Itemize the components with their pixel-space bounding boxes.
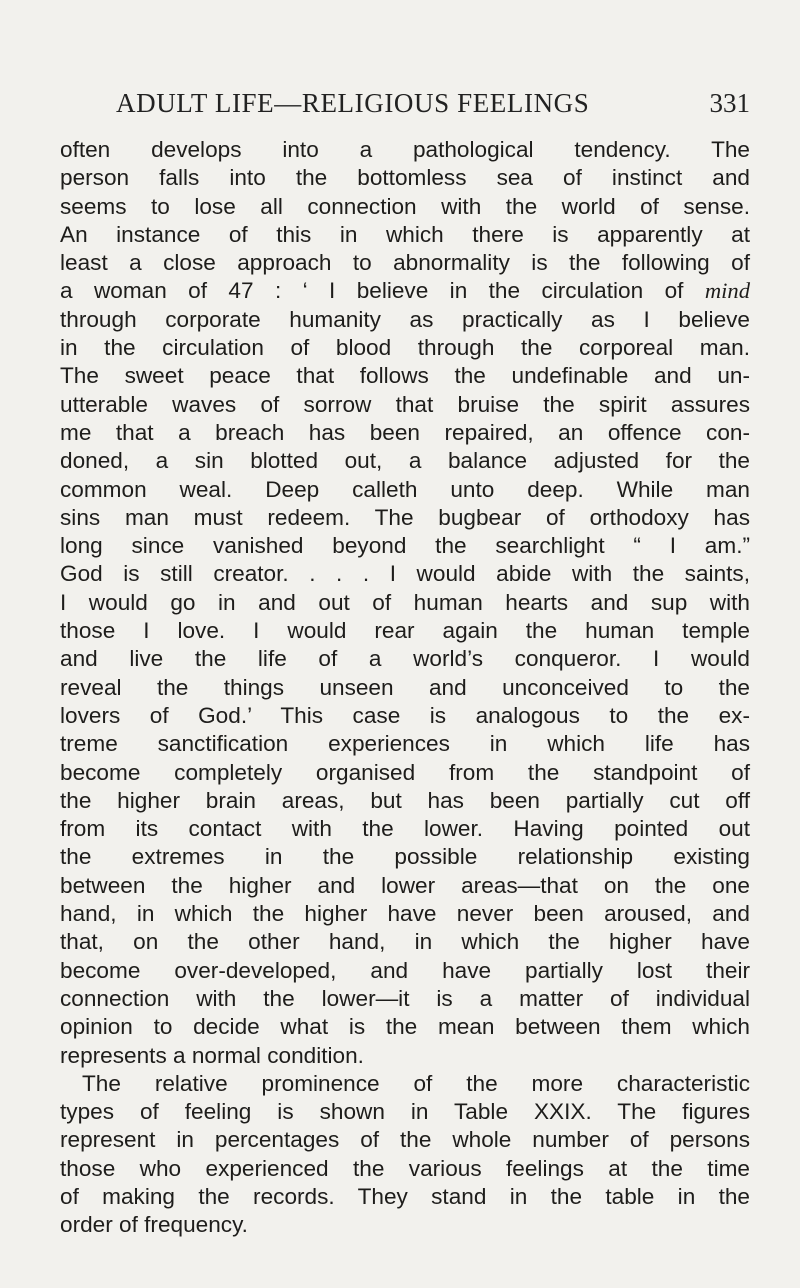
text-line-with-italic xyxy=(60,277,750,305)
text-segment: a woman of 47 : ‘ I believe in the circulation of xyxy=(60,278,684,304)
text-line: hand, in which the higher have never been aroused, and xyxy=(60,901,750,927)
text-line: in the circulation of blood through the corporeal man. xyxy=(60,335,750,361)
text-line: become completely organised from the standpoint of xyxy=(60,759,750,785)
italic-word: mind xyxy=(704,278,751,304)
body-text xyxy=(60,136,750,1240)
text-line: seems to lose all connection with the world of sense. xyxy=(60,193,750,219)
text-line: often develops into a pathological tendency. The xyxy=(60,137,750,162)
page-header xyxy=(60,88,750,128)
text-line: me that a breach has been repaired, an offence con- xyxy=(60,419,750,445)
page-number: 331 xyxy=(709,88,750,118)
text-line: common weal. Deep calleth unto deep. While man xyxy=(60,476,750,502)
text-line: I would go in and out of human hearts and sup with xyxy=(60,589,750,615)
text-line: order of frequency. xyxy=(60,1212,248,1238)
text-line: the higher brain areas, but has been partially cut off xyxy=(60,787,750,813)
text-line: reveal the things unseen and unconceived to the xyxy=(60,674,750,700)
text-line: An instance of this in which there is apparently at xyxy=(60,221,750,247)
text-line: that, on the other hand, in which the higher have xyxy=(60,929,750,955)
paragraph-1 xyxy=(60,136,750,1070)
text-line: least a close approach to abnormality is the following of xyxy=(60,250,750,276)
text-line: represent in percentages of the whole number of persons xyxy=(60,1127,750,1153)
text-line: become over-developed, and have partially lost their xyxy=(60,957,750,983)
text-line: utterable waves of sorrow that bruise the spirit assures xyxy=(60,391,750,417)
text-line: through corporate humanity as practically as I believe xyxy=(60,306,750,332)
text-line: between the higher and lower areas—that on the one xyxy=(60,872,750,898)
text-line: of making the records. They stand in the table in the xyxy=(60,1183,750,1209)
text-line: God is still creator. . . . I would abide with the saints, xyxy=(60,561,750,587)
text-line: those who experienced the various feelings at the time xyxy=(60,1155,750,1181)
text-line: long since vanished beyond the searchlight “ I am.” xyxy=(60,533,750,559)
running-head: ADULT LIFE—RELIGIOUS FEELINGS xyxy=(116,88,590,118)
text-line: lovers of God.’ This case is analogous to the ex- xyxy=(60,702,750,728)
paragraph-2 xyxy=(60,1070,750,1240)
text-line: connection with the lower—it is a matter of individual xyxy=(60,985,750,1011)
text-line: doned, a sin blotted out, a balance adjusted for the xyxy=(60,448,750,474)
text-line: represents a normal condition. xyxy=(60,1042,364,1068)
text-line: The sweet peace that follows the undefinable and un- xyxy=(60,363,750,389)
text-line: treme sanctification experiences in which life has xyxy=(60,731,750,757)
text-line: opinion to decide what is the mean between them which xyxy=(60,1014,750,1040)
text-line: The relative prominence of the more characteristic xyxy=(82,1070,750,1096)
text-line: and live the life of a world’s conqueror. I would xyxy=(60,646,750,672)
text-line: types of feeling is shown in Table XXIX. The figures xyxy=(60,1099,750,1125)
text-line: sins man must redeem. The bugbear of orthodoxy has xyxy=(60,504,750,530)
text-line: the extremes in the possible relationship existing xyxy=(60,844,750,870)
text-line: person falls into the bottomless sea of instinct and xyxy=(60,165,750,191)
text-line: those I love. I would rear again the human temple xyxy=(60,618,750,644)
text-line: from its contact with the lower. Having pointed out xyxy=(60,816,750,842)
